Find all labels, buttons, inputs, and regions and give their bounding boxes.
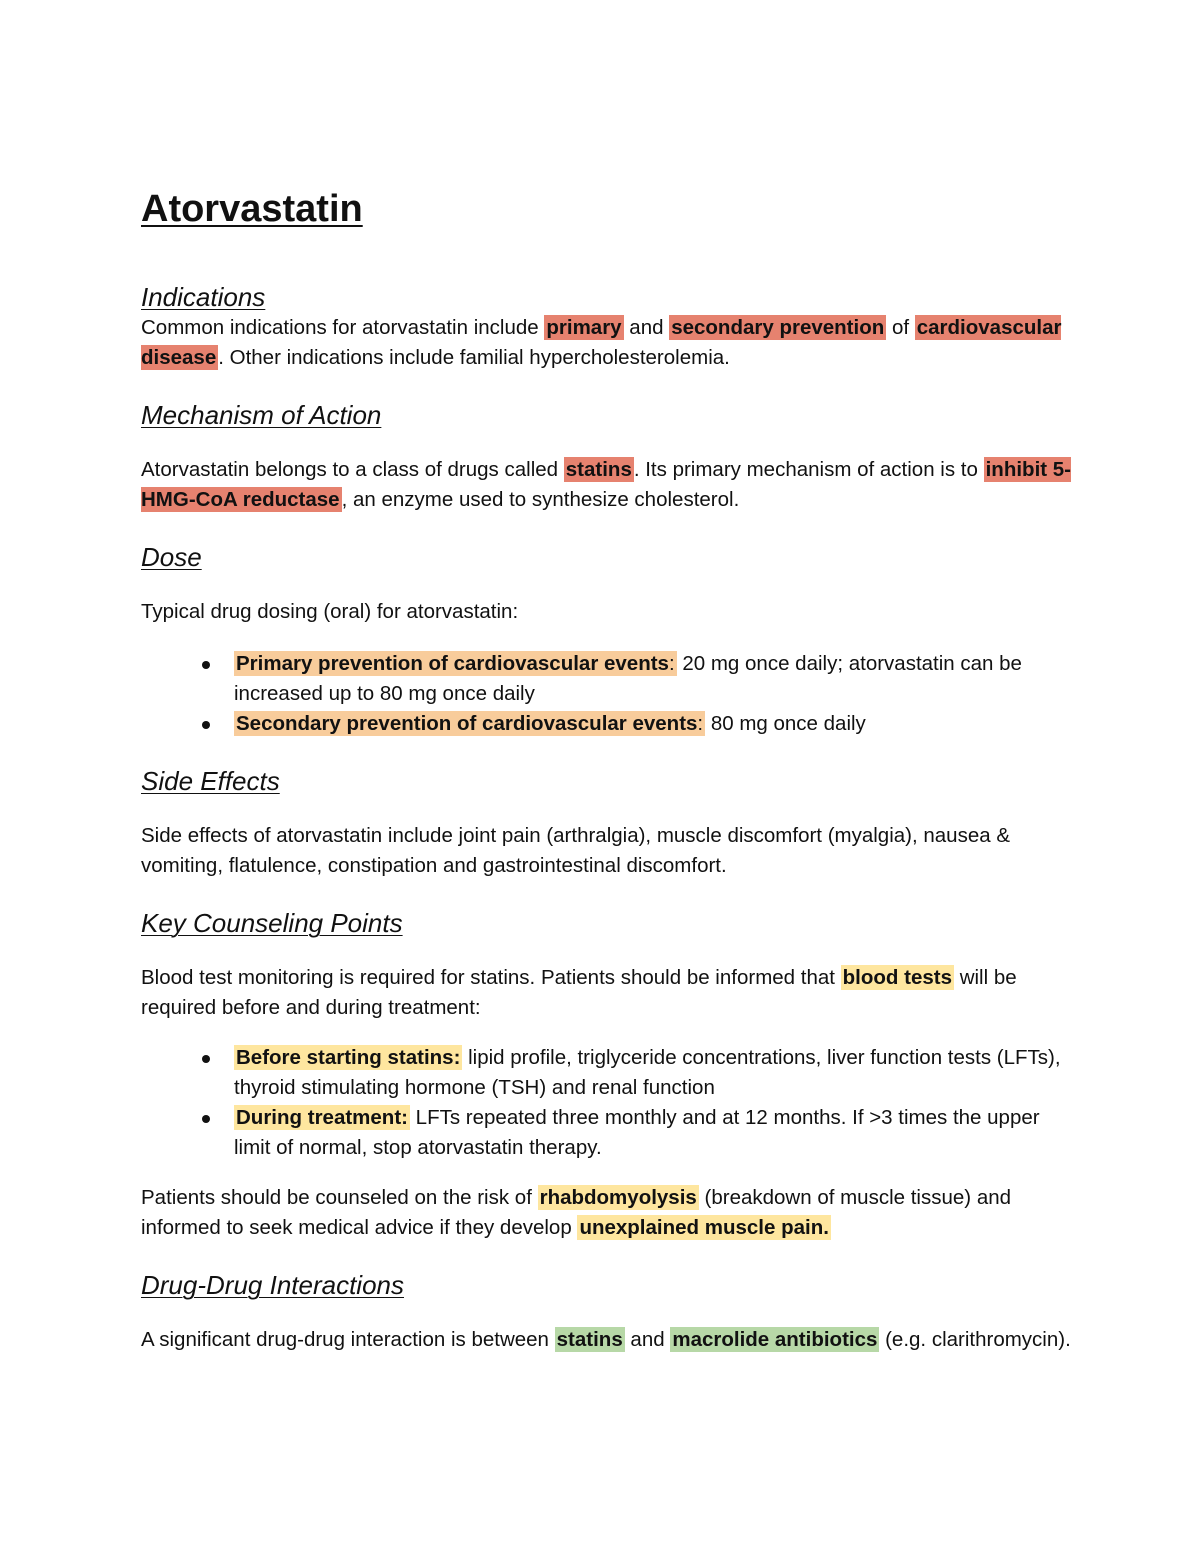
highlight-secondary-prevention: secondary prevention xyxy=(671,316,885,339)
mechanism-paragraph xyxy=(141,455,1071,515)
mechanism-heading: Mechanism of Action xyxy=(141,400,382,430)
document-page xyxy=(141,186,1071,1355)
highlight-statins-green: statins xyxy=(556,1328,623,1351)
highlight-primary: primary xyxy=(546,316,622,339)
counseling-list xyxy=(141,1043,1071,1163)
dose-intro: Typical drug dosing (oral) for atorvastatin: xyxy=(141,600,519,623)
dose-label: Primary prevention of cardiovascular events xyxy=(236,652,669,675)
highlight-dose-label xyxy=(234,711,705,736)
mechanism-text-3: , an enzyme used to synthesize cholesterol. xyxy=(341,488,740,511)
dose-label: Secondary prevention of cardiovascular events xyxy=(236,712,698,735)
counseling-text-2: will be required before and during treatment: xyxy=(141,966,1017,1019)
mechanism-text-1: Atorvastatin belongs to a class of drugs called xyxy=(141,458,564,481)
mechanism-text-2: . Its primary mechanism of action is to xyxy=(633,458,984,481)
bullet-icon xyxy=(202,1115,210,1123)
highlight-rhabdomyolysis: rhabdomyolysis xyxy=(539,1186,697,1209)
interactions-paragraph xyxy=(141,1325,1071,1355)
interactions-heading: Drug-Drug Interactions xyxy=(141,1270,404,1300)
indications-text-3: of xyxy=(886,316,915,339)
counseling-paragraph xyxy=(141,963,1071,1023)
counseling-item-text: lipid profile, triglyceride concentrations, liver function tests (LFTs), thyroid stimulating hormone (TSH) and renal function xyxy=(234,1046,1061,1099)
dose-sep: : xyxy=(668,652,675,675)
highlight-muscle-pain: unexplained muscle pain. xyxy=(579,1216,829,1239)
dose-list xyxy=(141,649,1071,739)
counseling-item-text: LFTs repeated three monthly and at 12 months. If >3 times the upper limit of normal, stop atorvastatin therapy. xyxy=(234,1106,1040,1159)
counseling-text-1: Blood test monitoring is required for statins. Patients should be informed that xyxy=(141,966,841,989)
interactions-text-2: and xyxy=(624,1328,671,1351)
side-effects-heading: Side Effects xyxy=(141,766,280,796)
indications-paragraph xyxy=(141,313,1071,373)
list-item xyxy=(141,649,1071,709)
indications-text-1: Common indications for atorvastatin include xyxy=(141,316,545,339)
list-item xyxy=(141,1103,1071,1163)
highlight-macrolide: macrolide antibiotics xyxy=(672,1328,878,1351)
bullet-icon xyxy=(202,1055,210,1063)
rhabdo-paragraph xyxy=(141,1183,1071,1243)
highlight-counseling-label: During treatment: xyxy=(236,1106,408,1129)
dose-heading: Dose xyxy=(141,542,202,572)
bullet-icon xyxy=(202,721,210,729)
dose-sep: : xyxy=(697,712,704,735)
side-effects-paragraph: Side effects of atorvastatin include joint pain (arthralgia), muscle discomfort (myalgia), nausea & vomiting, flatulence, constipation and gastrointestinal discomfort. xyxy=(141,824,1011,877)
rhabdo-text-1: Patients should be counseled on the risk of xyxy=(141,1186,538,1209)
highlight-cardiovascular-disease: cardiovascular disease xyxy=(141,316,1062,369)
page-title: Atorvastatin xyxy=(141,188,363,230)
bullet-icon xyxy=(202,661,210,669)
dose-text: 20 mg once daily; atorvastatin can be increased up to 80 mg once daily xyxy=(234,652,1022,705)
highlight-statins: statins xyxy=(565,458,632,481)
highlight-hmg-coa: inhibit 5-HMG-CoA reductase xyxy=(141,458,1072,511)
indications-heading: Indications xyxy=(141,282,266,312)
highlight-counseling-label: Before starting statins: xyxy=(236,1046,461,1069)
list-item xyxy=(141,1043,1071,1103)
list-item xyxy=(141,709,1071,739)
indications-text-2: and xyxy=(623,316,670,339)
interactions-text-3: (e.g. clarithromycin). xyxy=(879,1328,1071,1351)
counseling-heading: Key Counseling Points xyxy=(141,908,403,938)
highlight-dose-label xyxy=(234,651,677,676)
rhabdo-text-2: (breakdown of muscle tissue) and informed to seek medical advice if they develop xyxy=(141,1186,1012,1239)
indications-text-4: . Other indications include familial hypercholesterolemia. xyxy=(218,346,730,369)
highlight-blood-tests: blood tests xyxy=(842,966,952,989)
dose-text: 80 mg once daily xyxy=(705,712,866,735)
interactions-text-1: A significant drug-drug interaction is between xyxy=(141,1328,555,1351)
